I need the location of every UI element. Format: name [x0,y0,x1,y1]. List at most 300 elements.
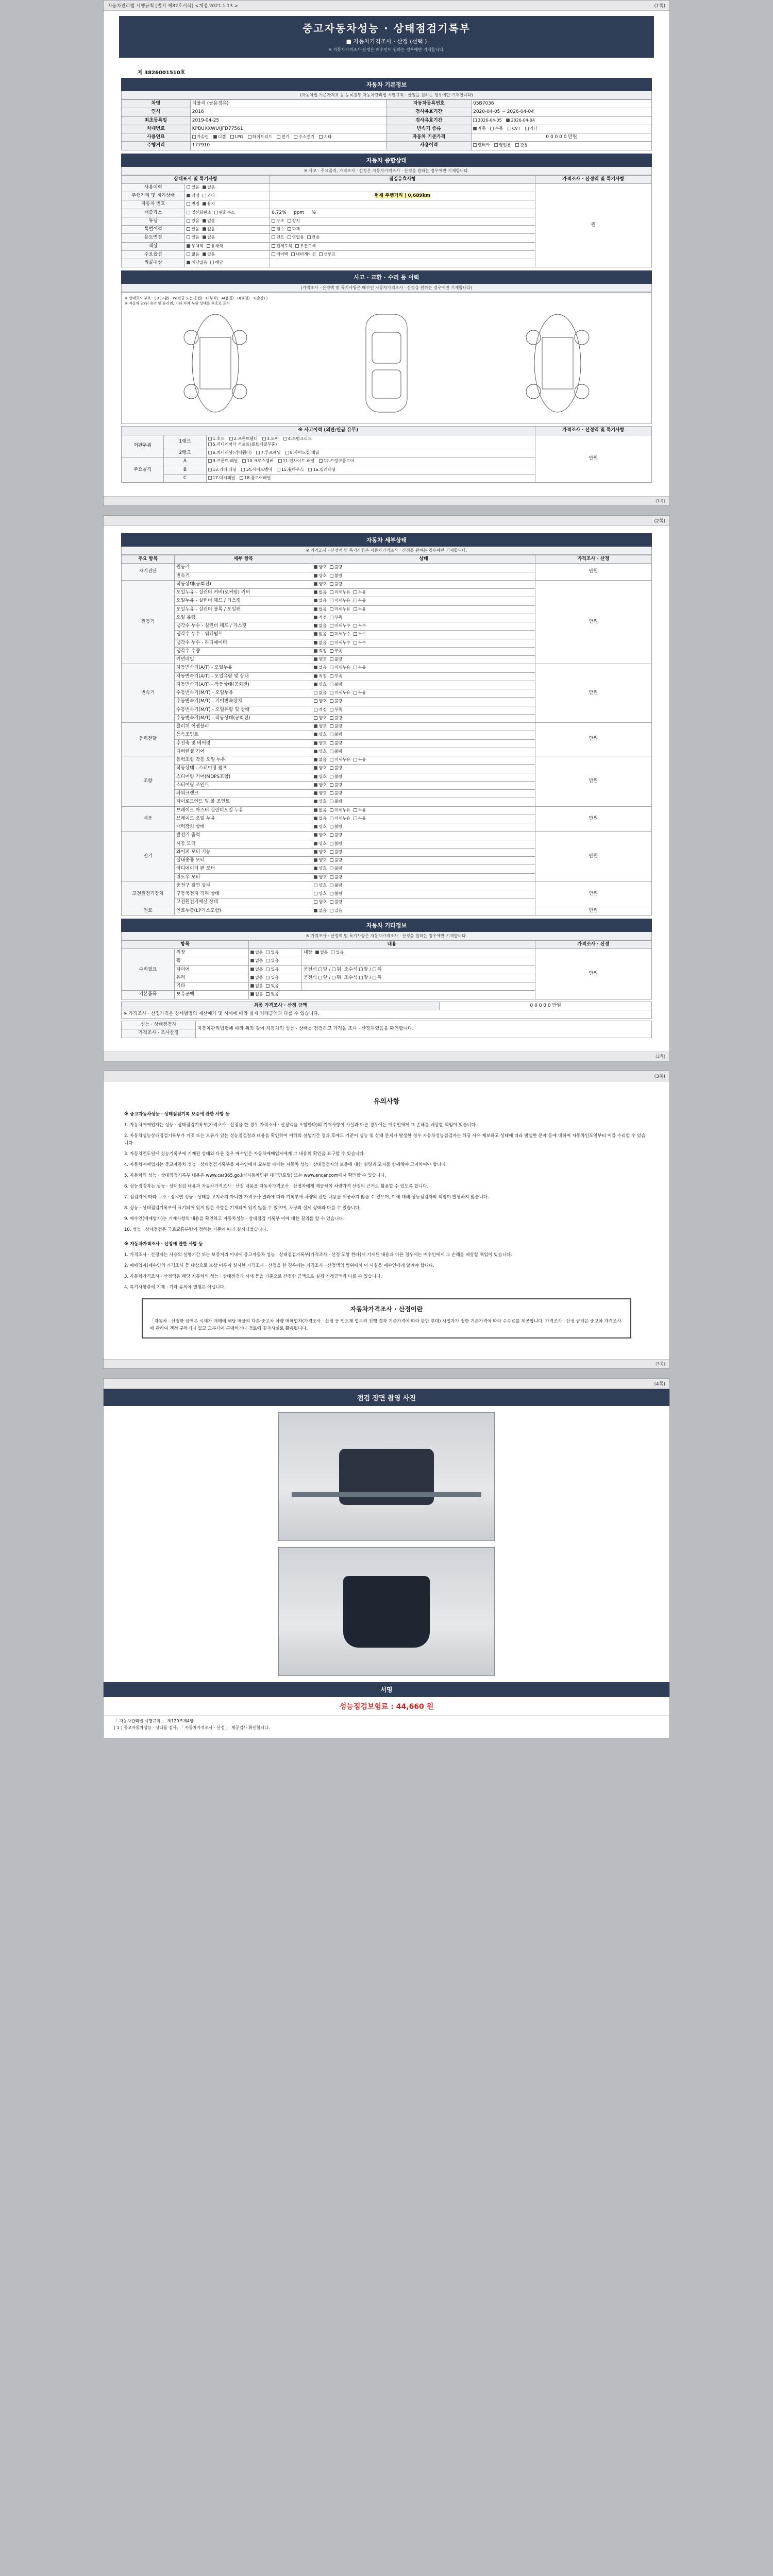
group-self-diagnosis: 자기진단 [122,564,175,581]
table-row [122,133,652,142]
header-status: 상태표시 및 특기사항 [122,175,270,183]
condition-cell: 양호 불량 [312,572,535,580]
row-detail-usage [270,183,535,192]
table-row [122,723,652,731]
condition-cell: 없음 미세누유 누유 [312,597,535,605]
page-3-topbar [104,1071,669,1081]
sub-item: 냉각수 누수 - 라디에이터 [174,639,312,647]
header-content: 점검유효사항 [270,175,535,183]
detail-table [121,555,652,916]
row-opts-recall: 해당없음 해당 [185,259,270,267]
section-other-note: ※ 가격조사 · 산정액 및 특기사항은 자동차가격조사 · 산정을 원하는 경우에만 기재합니다. [121,932,652,940]
sub-item: 동력조향 작동 오일 누유 [174,756,312,765]
label-plate: 자동차등록번호 [386,100,472,108]
other-sub: 타이어 [174,965,248,974]
value-vin: KPBUXXWU(JFD77561 [190,125,386,133]
header-accident-price: 가격조사 · 산정액 및 특기사항 [535,427,651,435]
price-cell: 만원 [535,580,651,664]
row-opts-color: 무채색 유채색 [185,242,270,250]
notice-item: 4. 자동차매매업자는 중고자동차 성능 · 상태점검기록부를 매수인에게 교부할 때에는 자동차 성능 · 상태점검자의 보증에 대한 설명과 고지를 함께해야 고지하여야 합니다. [124,1162,447,1167]
group-brake: 제동 [122,806,175,832]
condition-cell: 양호 불량 [312,731,535,739]
sub-item: 냉각수 누수 - 실린더 헤드 / 가스킷 [174,622,312,631]
table-header-row [122,427,652,435]
row-opts-options: 없음 있음 [185,250,270,259]
row-opts-purpose: 있음 없음 [185,234,270,242]
condition-cell: 양호 불량 [312,781,535,789]
group-high-voltage: 고전원전기장치 [122,882,175,907]
other-sub: 유리 [174,974,248,982]
table-row [122,125,652,133]
other-detail: 운전석 앞 / 뒤 조수석 앞 / 뒤 [301,965,535,974]
signature-note: 자동차관리법령에 따라 위와 같이 자동차의 성능 · 상태를 점검하고 가격을 조사 · 산정하였음을 확인합니다. [196,1021,652,1038]
price-cell: 만원 [535,806,651,832]
page-title: 중고자동차성능 · 상태점검기록부 [302,22,470,35]
sub-item: 오일누유 - 실린더 커버(로커암) 커버 [174,589,312,597]
table-row [122,806,652,815]
notice-item: 10. 성능 · 상태점검은 국토교통부령이 정하는 기준에 따라 실시되었습니다. [124,1227,268,1232]
table-row [122,564,652,572]
condition-cell: 양호 불량 [312,723,535,731]
sub-item: 수동변속기(M/T) - 기어변속장치 [174,698,312,706]
row-detail-mileage [270,192,535,200]
row-detail-special: 침수 화재 [270,226,535,234]
other-price-cell: 만원 [535,949,651,999]
row-detail-recall [270,259,535,267]
accident-parts-table [121,426,652,483]
photo-section-header: 점검 장면 촬영 사진 [104,1389,669,1406]
label-rank-1: 1랭크 [164,435,206,449]
sub-item: 연료누출(LP가스포함) [174,907,312,915]
page-1 [103,0,670,506]
notice-item: 6. 성능점검자는 성능 · 상태점검 내용과 자동차가격조사 · 산정 내용을 자동차가격조사 · 산정자에게 제공하여 차량가격 산정의 근거로 활용할 수 있도록 합니다. [124,1183,429,1189]
photo-lift [292,1492,481,1497]
row-detail-emission: 0.72% ppm % [270,209,535,217]
sub-item: 충전구 절연 상태 [174,882,312,890]
value-mileage: 177910 [190,142,386,150]
row-label-color: 색상 [122,242,185,250]
notice-item: 9. 매수인(매매업자)는 기재사항의 내용을 확인하고 자동차성능 · 상태점검 기록부 이에 대한 질의를 할 수 있습니다. [124,1216,345,1222]
value-usage-history: 2026-04-05 2026-04-04 [472,116,652,125]
other-opts: 없음 있음 [248,982,301,991]
table-row [122,100,652,108]
table-row [122,1021,652,1029]
rank-1-items: 1.후드 2.프론트휀더 3.도어 4.트렁크리드 5.라디에이터 서포트(볼트체결부품) [206,435,535,449]
label-frame-b: B [164,466,206,474]
condition-cell: 없음 미세누유 누유 [312,664,535,672]
header-other-price: 가격조사 · 산정 [535,940,651,948]
sub-item: 구동축전지 격리 상태 [174,890,312,899]
notice-item-2: 1. 가격조사 · 산정자는 사용의 실행기간 또는 보증거리 이내에 중고자동차 성능 · 상태점검기록부(가격조사 · 산정 포함 한다)에 기재된 내용과 다른 경우에는 매수인에게 그 손해를 배상할 책임이 있습니다. [124,1252,512,1258]
table-row [122,1010,652,1018]
label-base-price: 자동차 기준가격 [386,133,472,142]
frame-items-b: 13.리어 패널 14.사이드멤버 15.휠하우스 16.필러패널 [206,466,535,474]
row-detail-tuning: 구조 장치 [270,217,535,225]
sub-item: 파워크랭크 [174,790,312,798]
header-condition: 상태 [312,555,535,564]
notice-item: 8. 성능 · 상태점검기록부에 표기되어 있지 않은 사항은 기재되어 있지 않을 수 있으며, 차량의 실제 상태와 다를 수 있습니다. [124,1205,361,1211]
final-price-table [121,1002,652,1019]
accident-legend-line2: ※ 자동차 앞/뒤 유리 및 유리면, 기타 차체 부위 상태를 부호로 표시 [125,301,230,306]
notice-item-2: 4. 특기사항란에 기재 · 기타 유의에 별첨은 아닙니다. [124,1284,226,1290]
page-3-footer: (3쪽) [104,1359,669,1368]
notice-title: 유의사항 [373,1097,400,1106]
table-row [122,882,652,890]
sub-item: 오일 유량 [174,614,312,622]
row-label-purpose: 용도변경 [122,234,185,242]
inspection-photo-rear [278,1547,495,1676]
condition-cell: 적정 부족 [312,647,535,655]
other-opts: 없음 있음 [248,949,301,957]
overall-price-cell: 원 [535,183,651,267]
section-overall: 자동차 종합상태 [121,154,652,167]
other-detail: 운전석 앞 / 뒤 조수석 앞 / 뒤 [301,974,535,982]
group-steering: 조향 [122,756,175,807]
condition-cell: 양호 불량 [312,848,535,856]
row-label-special: 특별이력 [122,226,185,234]
row-label-usage: 사용이력 [122,183,185,192]
sub-item: 등속조인트 [174,731,312,739]
page-4 [103,1378,670,1738]
condition-cell: 적정 부족 [312,706,535,714]
sub-item: 냉각수 누수 - 워터펌프 [174,631,312,639]
rank-2-items: 6.쿼터패널(리어휀더) 7.루프패널 8.사이드실 패널 [206,449,535,457]
condition-cell: 양호 불량 [312,580,535,588]
row-label-recall: 리콜대상 [122,259,185,267]
sub-item: 실내송풍 모터 [174,857,312,865]
row-detail-purpose: 렌트 영업용 관용 [270,234,535,242]
row-label-tuning: 튜닝 [122,217,185,225]
section-detail: 자동차 세부상태 [121,533,652,547]
sub-item: 스티어링 기어(MDPS포함) [174,773,312,781]
header-sub-item: 세부 항목 [174,555,312,564]
document-number: 제 3826001510호 [138,70,186,76]
document-footnote [104,1716,669,1738]
section-accident-note: (가격조사 · 산정액 및 특기사항은 매수인 자동차가격조사 · 산정을 원하는 경우에만 기재합니다) [121,284,652,292]
condition-cell: 없음 미세누유 누유 [312,815,535,823]
table-row [122,435,652,449]
page-number-4: (4쪽) [654,1382,665,1387]
sub-item: 배력장치 상태 [174,823,312,832]
accident-diagram-box [121,292,652,424]
mileage-highlight: 현재 주행거리 | 0,689km [374,193,431,198]
header-major-item: 주요 항목 [122,555,175,564]
form-reference: 자동차관리법 시행규칙 [별지 제82호서식] <개정 2021.1.13.> [108,4,239,9]
sub-item: 수동변속기(M/T) - 작동상태(공회전) [174,714,312,722]
row-label-options: 주요옵션 [122,250,185,259]
other-opts: 없음 있음 [248,991,535,999]
condition-cell: 양호 불량 [312,890,535,899]
price-cell: 만원 [535,723,651,756]
condition-cell: 양호 불량 [312,873,535,882]
label-appraiser: 가격조사 · 조사산정 [122,1029,196,1038]
value-base-price: 0 0 0 0 0 만원 [472,133,652,142]
page-4-topbar [104,1379,669,1389]
photo-vehicle [343,1576,429,1648]
row-opts-plate-change: 변경 유지 [185,200,270,209]
value-inspection-period: 2020-04-05 ~ 2026-04-04 [472,108,652,116]
condition-cell: 없음 미세누수 누수 [312,631,535,639]
other-opts: 없음 있음 [248,965,301,974]
table-row [122,949,652,957]
page-1-footer: (1쪽) [104,496,669,505]
accident-legend-line1: ※ 상태표시 부호 : ( X(교환) · W(판금 또는 용접) · C(부식) · A(흠집) · U(요철) · T(손상) ) [125,296,268,301]
accident-price-value: 만원 [535,435,651,483]
page-number-3: (3쪽) [654,1074,665,1079]
sub-item: 오일누유 - 실린더 헤드 / 가스킷 [174,597,312,605]
group-engine: 원동기 [122,580,175,664]
frame-items-c: 17.대시패널 18.플로어패널 [206,474,535,482]
notice-body [121,1111,652,1291]
value-first-registration: 2019-04-25 [190,116,386,125]
sub-item: 수동변속기(M/T) - 오일누유 [174,689,312,698]
condition-cell: 양호 불량 [312,656,535,664]
inspection-photo-underside [278,1412,495,1541]
group-fuel: 연료 [122,907,175,915]
value-model: 티볼리 (쌍용경유) [190,100,386,108]
sub-item: 자동변속기(A/T) - 작동상태(공회전) [174,681,312,689]
sub-item: 추진축 및 베어링 [174,739,312,748]
row-opts-usage: 있음 없음 [185,183,270,192]
label-outer-panel: 외판부위 [122,435,164,457]
condition-cell: 없음 미세누유 누유 [312,756,535,765]
table-row [122,832,652,840]
section-detail-note: ※ 가격조사 · 산정액 및 특기사항은 자동차가격조사 · 산정을 원하는 경우에만 기재합니다. [121,547,652,555]
row-detail-color: 전체도색 부분도색 [270,242,535,250]
notice-item-2: 2. 매매업자(매수인의 가격조사 등 대상으로 보상 이루어 실시한 가격조사 · 산정을 한 경우에는 가격조사 · 산정액의 범위에서 이 사실을 매수인에게 알려야 합니다. [124,1263,434,1268]
sub-item: 스티어링 조인트 [174,781,312,789]
sub-item: 와이퍼 모터 기능 [174,848,312,856]
document-title-block [119,16,654,58]
signature-section-header: 서명 [104,1682,669,1697]
table-row [122,116,652,125]
vehicle-diagram [125,306,648,420]
overall-table [121,175,652,268]
table-row [122,1002,652,1010]
value-fuel: 가솔린 디젤 LPG 하이브리드 전기 수소전기 기타 [190,133,386,142]
sub-item: 클러치 어셈블리 [174,723,312,731]
label-vin: 차대번호 [122,125,191,133]
group-transmission: 변속기 [122,664,175,723]
other-detail [301,957,535,965]
row-detail-plate-change [270,200,535,209]
condition-cell: 양호 불량 [312,823,535,832]
condition-cell: 없음 미세누유 누유 [312,605,535,614]
sub-item: 수동변속기(M/T) - 오일유량 및 상태 [174,706,312,714]
appraisal-definition-title: 자동차가격조사 · 산정이란 [350,1305,423,1313]
sub-item: 브레이크 마스터 실린더오일 누유 [174,806,312,815]
sub-item: 오일누유 - 실린더 블록 / 오일팬 [174,605,312,614]
other-sub: 보유공백 [174,991,248,999]
sub-item: 원동기 [174,564,312,572]
page-subtitle: ■ 자동차가격조사 · 산정 (선택 ) [346,38,427,45]
row-opts-tuning: 있음 없음 [185,217,270,225]
page-number-1: (1쪽) [654,4,665,9]
condition-cell: 없음 미세누유 누유 [312,806,535,815]
notice-item: 1. 자동차매매업자는 성능 · 상태점검기록부(가격조사 · 산정을 한 경우 가격조사 · 산정액을 포함한다)의 기재사항이 사실과 다른 경우에는 매수인에게 그 손해를 배상할 책임이 있습니다. [124,1122,477,1128]
row-label-plate-change: 자동차 번호 [122,200,185,209]
label-model: 차명 [122,100,191,108]
notice-item: 5. 자동차의 성능 · 상태점검기록부 내용은 www.car365.go.kr(자동차민원 대국민포털) 또는 www.encar.com에서 확인할 수 있습니다. [124,1173,386,1178]
header-other-content: 내용 [248,940,535,948]
footnote-law: 「 자동차관리법 시행규칙 」 제120조제4항 [114,1719,194,1724]
section-overall-note: ※ 사고 · 주요골격, 가격조사 · 산정은 자동차가격조사 · 산정을 원하는 경우에만 기재합니다. [121,167,652,175]
row-opts-mileage: 적정 과다 [185,192,270,200]
condition-cell: 양호 불량 [312,840,535,848]
inspection-insurance-fee: 성능점검보험료 : 44,660 원 [339,1703,434,1711]
value-final-price: 0 0 0 0 0 만원 [440,1002,652,1010]
table-row [122,580,652,588]
condition-cell: 양호 불량 [312,564,535,572]
group-powertrain: 동력전달 [122,723,175,756]
label-first-registration: 최초등록일 [122,116,191,125]
value-year: 2016 [190,108,386,116]
sub-item: 브레이크 오일 누유 [174,815,312,823]
price-cell: 만원 [535,564,651,581]
label-inspector: 성능 · 상태점검자 [122,1021,196,1029]
price-cell: 만원 [535,832,651,882]
notice-item: 2. 자동차성능상태점검기록부가 거짓 또는 오류가 있는 성능점검결과 내용을 확인하여 이해의 실행기간 경과 후에도 기준이 성능 및 상태 문제가 발생한 경우 자동차성능점검자는 해당 사유 제보하고 상태에 따라 발생한 문제 등에 대하여 자동차인도일부터 이를 수리할 수 있습니다. [124,1133,646,1146]
sub-item: 윈도우 모터 [174,873,312,882]
condition-cell: 양호 불량 [312,882,535,890]
vehicle-right-view-icon [519,309,596,417]
vehicle-top-view-icon [356,309,417,417]
sub-item: 자동변속기(A/T) - 오일유량 및 상태 [174,672,312,681]
condition-cell: 양호 불량 [312,857,535,865]
row-opts-emission: 일산화탄소 탄화수소 [185,209,270,217]
value-usage-type: 렌터카 영업용 관용 [472,142,652,150]
section-other: 자동차 기타정보 [121,919,652,932]
sub-item: 라디에이터 팬 모터 [174,865,312,873]
page-2 [103,515,670,1061]
condition-cell: 없음 미세누수 누수 [312,639,535,647]
page-3 [103,1071,670,1369]
label-rank-2: 2랭크 [164,449,206,457]
price-cell: 만원 [535,664,651,723]
notice-subtitle-2: ※ 자동차가격조사 · 산정에 관한 사항 등 [124,1241,203,1247]
condition-cell: 양호 불량 [312,714,535,722]
row-detail-options: 에어백 내비게이션 선루프 [270,250,535,259]
frame-items-a: 9.프론트 패널 10.크로스멤버 11.인사이드 패널 12.트렁크플로어 [206,457,535,466]
label-year: 연식 [122,108,191,116]
condition-cell: 양호 불량 [312,832,535,840]
final-price-note: ※ 가격조사 · 산정가격은 상세별명의 재산매가 및 시세에 따라 실제 거래금액과 다를 수 있습니다. [122,1010,652,1018]
condition-cell: 없음 있음 [312,907,535,915]
label-frame-c: C [164,474,206,482]
label-basic-items: 기본품목 [122,991,175,999]
price-cell: 만원 [535,882,651,907]
condition-cell: 없음 미세누유 누유 [312,689,535,698]
notice-item: 7. 점검자에 따라 구조 · 장치별 성능 · 상태를 고지하지 아니한 가격조사 결과에 따라 기록부에 차량의 판단 내용을 제공하지 않을 수 있으며, 이에 대해 성능점검자의 책임이 발생하지 않습니다. [124,1194,489,1200]
condition-cell: 없음 미세누유 누유 [312,589,535,597]
condition-cell: 적정 부족 [312,614,535,622]
table-header-row [122,175,652,183]
table-row [122,907,652,915]
table-row [122,142,652,150]
table-header-row [122,555,652,564]
label-repair-needed: 수리필요 [122,949,175,991]
label-engine-type: 변속기 종류 [386,125,472,133]
value-engine-type: 자동 수동 CVT 기타 [472,125,652,133]
table-row [122,183,652,192]
sub-item: 디퍼렌셜 기어 [174,748,312,756]
other-sub: 휠 [174,957,248,965]
label-usage-history: 검사유효기간 [386,116,472,125]
page-1-topbar [104,1,669,11]
other-sub: 기타 [174,982,248,991]
label-final-price: 최종 가격조사 · 산정 금액 [122,1002,440,1010]
condition-cell: 양호 불량 [312,790,535,798]
header-accident-history: ※ 사고이력 (외판/판금 유무) [122,427,535,435]
table-row [122,664,652,672]
condition-cell: 양호 불량 [312,899,535,907]
sub-item: 커먼레일 [174,656,312,664]
sub-item: 고전원전기배선 상태 [174,899,312,907]
row-opts-special: 있음 없음 [185,226,270,234]
other-detail [301,982,535,991]
header-price: 가격조사 · 산정액 및 특기사항 [535,175,651,183]
section-basic-note: (자동차법 기준가격표 등 등록원부 자동차관리법 시행규칙 · 산정을 원하는 경우에만 기재합니다) [121,91,652,99]
condition-cell: 양호 불량 [312,765,535,773]
row-label-mileage: 주행거리 및 계기상태 [122,192,185,200]
label-inspection-period: 검사유효기간 [386,108,472,116]
sub-item: 작동상태 - 스티어링 펌프 [174,765,312,773]
footnote-detail: [ 1 ] 중고자동차성능 · 상태를 검사, 「 자동차가격조사 · 산정 」 제공검사 확인합니다. [114,1725,270,1730]
sub-item: 냉각수 수량 [174,647,312,655]
sub-item: 시동 모터 [174,840,312,848]
table-header-row [122,940,652,948]
appraisal-definition-box [142,1298,631,1338]
section-basic-info: 자동차 기본정보 [121,78,652,91]
header-detail-price: 가격조사 · 산정 [535,555,651,564]
sub-item: 자동변속기(A/T) - 오일누유 [174,664,312,672]
other-opts: 없음 있음 [248,974,301,982]
page-2-footer: (2쪽) [104,1052,669,1061]
condition-cell: 없음 미세누수 누수 [312,622,535,631]
page-subnote: ※ 자동차가격조사·산정은 매수인이 원하는 경우에만 기재합니다. [328,47,445,52]
label-usage-type: 사용이력 [386,142,472,150]
header-other-item: 항목 [122,940,249,948]
sub-item: 타이로드엔드 및 볼 조인트 [174,798,312,806]
appraisal-definition-body: 「자동차 · 산정한 금액은 시세가 매매에 해당 매물의 다른 중고차 차량 매매업자(가격조사 · 산정 등 인도계 업무의 진행 결과 기준가격에 따라 판단 부대) 사업자가 정한 기준가격에 따라 수수료를 제공합니다. 가격조사 · 산정 금액은 중고차 가격조사에 관하여 책정 구하거나 없고 교부되어 구매하거나 검토에 결과사실로 활용됩니다. [150,1318,621,1331]
condition-cell: 양호 불량 [312,698,535,706]
other-opts: 없음 있음 [248,957,301,965]
notice-subtitle-1: ※ 중고자동차성능 · 상태점검기록 보증에 관한 사항 등 [124,1111,230,1117]
value-plate: 05B7036 [472,100,652,108]
basic-info-table [121,99,652,150]
page-number-2: (2쪽) [654,519,665,524]
condition-cell: 적정 부족 [312,672,535,681]
table-row [122,756,652,765]
sub-item: 발전기 출력 [174,832,312,840]
group-electric: 전기 [122,832,175,882]
label-fuel: 사용연료 [122,133,191,142]
label-main-frame: 주요골격 [122,457,164,483]
section-accident: 사고 · 교환 · 수리 등 이력 [121,270,652,284]
other-detail: 내장 없음 있음 [301,949,535,957]
sub-item: 작동상태(공회전) [174,580,312,588]
notice-item: 3. 자동차인도일에 성능기록부에 기재된 상태와 다른 경우 매수인은 자동차매매업자에게 그 내용의 확인을 요구할 수 있습니다. [124,1151,365,1157]
label-frame-a: A [164,457,206,466]
sub-item: 변속기 [174,572,312,580]
notice-item-2: 3. 자동차가격조사 · 산정액은 해당 자동차의 성능 · 상태점검과 시세 등을 기준으로 산정한 금액으로 실제 거래금액과 다를 수 있습니다. [124,1274,382,1279]
condition-cell: 양호 불량 [312,681,535,689]
price-cell: 만원 [535,907,651,915]
condition-cell: 양호 불량 [312,798,535,806]
vehicle-left-view-icon [177,309,254,417]
other-table [121,940,652,999]
condition-cell: 양호 불량 [312,865,535,873]
